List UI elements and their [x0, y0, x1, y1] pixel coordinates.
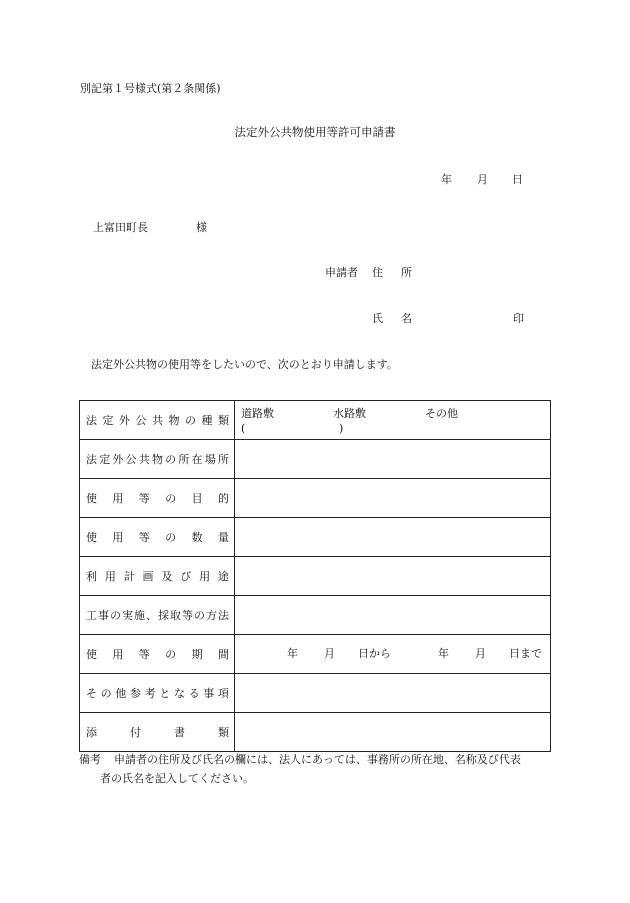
application-form-table [79, 400, 551, 752]
addressee-honorific: 様 [196, 221, 207, 234]
intro-text: 法定外公共物の使用等をしたいので、次のとおり申請します。 [91, 358, 398, 371]
form-number: 別記第１号様式(第２条関係) [80, 82, 221, 95]
table-row [80, 557, 551, 596]
period-from: 日から [358, 647, 391, 660]
usage-plan-value-cell[interactable] [235, 557, 551, 596]
row-label-text: 添 付 書 類 [86, 726, 229, 739]
seal-mark: 印 [513, 312, 524, 325]
table-row [80, 674, 551, 713]
period-month-2: 月 [475, 647, 486, 660]
row-label [80, 674, 235, 713]
paren-open: ( [241, 422, 246, 435]
quantity-value-cell[interactable] [235, 518, 551, 557]
type-option-road: 道路敷 [241, 407, 274, 420]
row-label [80, 440, 235, 479]
row-label [80, 557, 235, 596]
row-label-text: そ の 他 参 考 と な る 事 項 [86, 687, 229, 700]
addressee-name: 上富田町長 [93, 221, 148, 234]
table-row [80, 596, 551, 635]
table-row [80, 518, 551, 557]
row-label [80, 518, 235, 557]
type-value-cell[interactable] [235, 401, 551, 440]
period-year-1: 年 [287, 647, 298, 660]
row-label [80, 401, 235, 440]
row-label [80, 635, 235, 674]
remarks-text-line-2: 者の氏名を記入してください。 [100, 772, 254, 785]
other-notes-value-cell[interactable] [235, 674, 551, 713]
row-label [80, 596, 235, 635]
document-title: 法定外公共物使用等許可申請書 [234, 125, 396, 139]
row-label-text: 使 用 等 の 目 的 [86, 492, 229, 505]
row-label-text: 法 定 外 公 共 物 の 所 在 場 所 [86, 453, 229, 466]
period-value-cell[interactable] [235, 635, 551, 674]
type-option-other: その他 [425, 407, 458, 420]
type-option-waterway: 水路敷 [333, 407, 366, 420]
table-row [80, 479, 551, 518]
period-month-1: 月 [324, 647, 335, 660]
period-year-2: 年 [438, 647, 449, 660]
table-row [80, 440, 551, 479]
table-row [80, 635, 551, 674]
applicant-label: 申請者 [325, 266, 358, 279]
date-day-label: 日 [512, 173, 523, 186]
remarks-text-line-1: 申請者の住所及び氏名の欄には、法人にあっては、事務所の所在地、名称及び代表 [114, 753, 521, 766]
row-label-text: 使 用 等 の 数 量 [86, 531, 229, 544]
date-month-label: 月 [477, 173, 488, 186]
period-until: 日まで [509, 647, 542, 660]
row-label [80, 713, 235, 752]
row-label-text: 工 事 の 実 施 、 採 取 等 の 方 法 [86, 609, 229, 622]
row-label-text: 法 定 外 公 共 物 の 種 類 [86, 414, 229, 427]
purpose-value-cell[interactable] [235, 479, 551, 518]
row-label [80, 479, 235, 518]
row-label-text: 使 用 等 の 期 間 [86, 648, 229, 661]
table-row [80, 401, 551, 440]
paren-close: ) [339, 422, 344, 435]
remarks-label: 備考 [79, 753, 101, 766]
applicant-name-label: 氏名 [372, 312, 430, 325]
table-row [80, 713, 551, 752]
row-label-text: 利 用 計 画 及 び 用 途 [86, 570, 229, 583]
attachments-value-cell[interactable] [235, 713, 551, 752]
location-value-cell[interactable] [235, 440, 551, 479]
date-year-label: 年 [441, 173, 452, 186]
applicant-address-label: 住所 [372, 266, 430, 279]
method-value-cell[interactable] [235, 596, 551, 635]
